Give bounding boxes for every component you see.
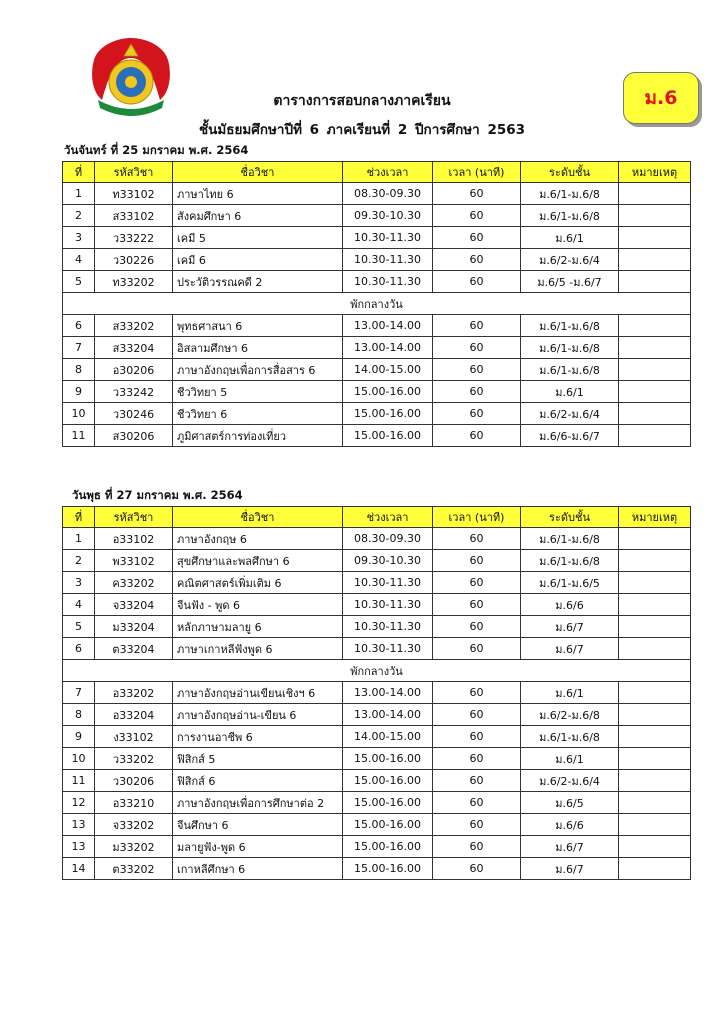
- subject-name: หลักภาษามลายู 6: [173, 616, 343, 638]
- remark: [619, 726, 691, 748]
- table-row: [63, 572, 691, 594]
- time-slot: 08.30-09.30: [343, 183, 433, 205]
- remark: [619, 638, 691, 660]
- page-subtitle: ชั้นมัธยมศึกษาปีที่ 6 ภาคเรียนที่ 2 ปีการศึกษา 2563: [198, 122, 526, 138]
- duration-minutes: 60: [433, 403, 521, 425]
- table-row: [63, 616, 691, 638]
- class-level: ม.6/1-ม.6/8: [521, 205, 619, 227]
- duration-minutes: 60: [433, 227, 521, 249]
- subject-name: สังคมศึกษา 6: [173, 205, 343, 227]
- time-slot: 13.00-14.00: [343, 337, 433, 359]
- duration-minutes: 60: [433, 858, 521, 880]
- subject-code: ม33204: [95, 616, 173, 638]
- lunch-break-label: พักกลางวัน: [63, 293, 691, 315]
- remark: [619, 814, 691, 836]
- table-header-row: [63, 162, 691, 183]
- subject-code: ส33102: [95, 205, 173, 227]
- class-level: ม.6/2-ม.6/8: [521, 704, 619, 726]
- class-level: ม.6/1-ม.6/5: [521, 572, 619, 594]
- class-level: ม.6/1-ม.6/8: [521, 315, 619, 337]
- subject-code: อ33204: [95, 704, 173, 726]
- class-level: ม.6/5: [521, 792, 619, 814]
- remark: [619, 359, 691, 381]
- row-number: 1: [63, 528, 95, 550]
- table-row: [63, 638, 691, 660]
- row-number: 4: [63, 594, 95, 616]
- class-level: ม.6/1-ม.6/8: [521, 550, 619, 572]
- class-level: ม.6/6-ม.6/7: [521, 425, 619, 447]
- time-slot: 13.00-14.00: [343, 704, 433, 726]
- day-title-2: วันพุธ ที่ 27 มกราคม พ.ศ. 2564: [72, 488, 243, 502]
- table-row: [63, 315, 691, 337]
- row-number: 13: [63, 814, 95, 836]
- subject-code: ว30226: [95, 249, 173, 271]
- row-number: 8: [63, 359, 95, 381]
- header-level: ระดับชั้น: [521, 507, 619, 528]
- subject-name: ชีววิทยา 6: [173, 403, 343, 425]
- time-slot: 10.30-11.30: [343, 572, 433, 594]
- duration-minutes: 60: [433, 528, 521, 550]
- duration-minutes: 60: [433, 359, 521, 381]
- time-slot: 10.30-11.30: [343, 616, 433, 638]
- header-note: หมายเหตุ: [619, 162, 691, 183]
- page-title: ตารางการสอบกลางภาคเรียน: [273, 93, 451, 109]
- class-level: ม.6/1: [521, 748, 619, 770]
- row-number: 3: [63, 572, 95, 594]
- row-number: 5: [63, 616, 95, 638]
- remark: [619, 792, 691, 814]
- table-row: [63, 792, 691, 814]
- duration-minutes: 60: [433, 748, 521, 770]
- table-row: [63, 550, 691, 572]
- subject-code: ต33204: [95, 638, 173, 660]
- row-number: 11: [63, 425, 95, 447]
- duration-minutes: 60: [433, 337, 521, 359]
- subject-code: จ33202: [95, 814, 173, 836]
- subject-name: อิสลามศึกษา 6: [173, 337, 343, 359]
- duration-minutes: 60: [433, 638, 521, 660]
- subject-name: พุทธศาสนา 6: [173, 315, 343, 337]
- time-slot: 15.00-16.00: [343, 858, 433, 880]
- subject-code: ส33202: [95, 315, 173, 337]
- row-number: 13: [63, 836, 95, 858]
- time-slot: 15.00-16.00: [343, 748, 433, 770]
- header-subject: ชื่อวิชา: [173, 507, 343, 528]
- subject-code: ว33222: [95, 227, 173, 249]
- time-slot: 15.00-16.00: [343, 792, 433, 814]
- table-row: [63, 227, 691, 249]
- subject-code: ต33202: [95, 858, 173, 880]
- subject-name: การงานอาชีพ 6: [173, 726, 343, 748]
- subject-code: อ30206: [95, 359, 173, 381]
- lunch-break-row: [63, 293, 691, 315]
- subject-name: ประวัติวรรณคดี 2: [173, 271, 343, 293]
- remark: [619, 836, 691, 858]
- remark: [619, 183, 691, 205]
- duration-minutes: 60: [433, 726, 521, 748]
- remark: [619, 205, 691, 227]
- time-slot: 13.00-14.00: [343, 315, 433, 337]
- subject-code: ม33202: [95, 836, 173, 858]
- remark: [619, 227, 691, 249]
- duration-minutes: 60: [433, 249, 521, 271]
- class-level: ม.6/7: [521, 616, 619, 638]
- lunch-break-label: พักกลางวัน: [63, 660, 691, 682]
- row-number: 14: [63, 858, 95, 880]
- class-level: ม.6/7: [521, 836, 619, 858]
- row-number: 8: [63, 704, 95, 726]
- time-slot: 15.00-16.00: [343, 836, 433, 858]
- table-row: [63, 381, 691, 403]
- header-code: รหัสวิชา: [95, 162, 173, 183]
- row-number: 7: [63, 337, 95, 359]
- subject-name: คณิตศาสตร์เพิ่มเติม 6: [173, 572, 343, 594]
- row-number: 12: [63, 792, 95, 814]
- table-row: [63, 249, 691, 271]
- row-number: 2: [63, 550, 95, 572]
- duration-minutes: 60: [433, 425, 521, 447]
- time-slot: 13.00-14.00: [343, 682, 433, 704]
- duration-minutes: 60: [433, 205, 521, 227]
- duration-minutes: 60: [433, 770, 521, 792]
- time-slot: 15.00-16.00: [343, 425, 433, 447]
- time-slot: 10.30-11.30: [343, 249, 433, 271]
- remark: [619, 271, 691, 293]
- time-slot: 15.00-16.00: [343, 403, 433, 425]
- subject-name: มลายูฟัง-พูด 6: [173, 836, 343, 858]
- duration-minutes: 60: [433, 271, 521, 293]
- row-number: 2: [63, 205, 95, 227]
- remark: [619, 616, 691, 638]
- time-slot: 15.00-16.00: [343, 381, 433, 403]
- row-number: 6: [63, 315, 95, 337]
- table-row: [63, 704, 691, 726]
- time-slot: 09.30-10.30: [343, 550, 433, 572]
- header-minutes: เวลา (นาที): [433, 162, 521, 183]
- class-level: ม.6/2-ม.6/4: [521, 249, 619, 271]
- subject-name: ฟิสิกส์ 6: [173, 770, 343, 792]
- remark: [619, 425, 691, 447]
- subject-code: ว30246: [95, 403, 173, 425]
- row-number: 5: [63, 271, 95, 293]
- subject-code: ง33102: [95, 726, 173, 748]
- duration-minutes: 60: [433, 381, 521, 403]
- duration-minutes: 60: [433, 814, 521, 836]
- subject-name: จีนศึกษา 6: [173, 814, 343, 836]
- duration-minutes: 60: [433, 572, 521, 594]
- table-row: [63, 403, 691, 425]
- grade-badge: ม.6: [623, 72, 699, 124]
- remark: [619, 682, 691, 704]
- class-level: ม.6/1-ม.6/8: [521, 726, 619, 748]
- table-row: [63, 337, 691, 359]
- class-level: ม.6/5 -ม.6/7: [521, 271, 619, 293]
- table-row: [63, 271, 691, 293]
- row-number: 7: [63, 682, 95, 704]
- subject-code: ท33202: [95, 271, 173, 293]
- subject-name: ภาษาอังกฤษเพื่อการศึกษาต่อ 2: [173, 792, 343, 814]
- class-level: ม.6/7: [521, 858, 619, 880]
- table-row: [63, 425, 691, 447]
- class-level: ม.6/1-ม.6/8: [521, 359, 619, 381]
- subject-name: เกาหลีศึกษา 6: [173, 858, 343, 880]
- table-row: [63, 183, 691, 205]
- table-row: [63, 770, 691, 792]
- table-row: [63, 858, 691, 880]
- subject-name: ภาษาเกาหลีฟังพูด 6: [173, 638, 343, 660]
- subject-code: ว33242: [95, 381, 173, 403]
- subject-code: ส30206: [95, 425, 173, 447]
- table-row: [63, 748, 691, 770]
- table-row: [63, 594, 691, 616]
- row-number: 9: [63, 726, 95, 748]
- class-level: ม.6/2-ม.6/4: [521, 770, 619, 792]
- duration-minutes: 60: [433, 616, 521, 638]
- duration-minutes: 60: [433, 550, 521, 572]
- row-number: 10: [63, 403, 95, 425]
- header-note: หมายเหตุ: [619, 507, 691, 528]
- row-number: 11: [63, 770, 95, 792]
- table-row: [63, 528, 691, 550]
- time-slot: 10.30-11.30: [343, 271, 433, 293]
- time-slot: 10.30-11.30: [343, 638, 433, 660]
- remark: [619, 748, 691, 770]
- time-slot: 10.30-11.30: [343, 227, 433, 249]
- row-number: 6: [63, 638, 95, 660]
- table-row: [63, 359, 691, 381]
- row-number: 10: [63, 748, 95, 770]
- table-row: [63, 726, 691, 748]
- duration-minutes: 60: [433, 792, 521, 814]
- time-slot: 08.30-09.30: [343, 528, 433, 550]
- subject-code: อ33102: [95, 528, 173, 550]
- remark: [619, 704, 691, 726]
- header-level: ระดับชั้น: [521, 162, 619, 183]
- duration-minutes: 60: [433, 315, 521, 337]
- subject-name: ภูมิศาสตร์การท่องเที่ยว: [173, 425, 343, 447]
- subject-name: ภาษาอังกฤษ 6: [173, 528, 343, 550]
- remark: [619, 403, 691, 425]
- class-level: ม.6/2-ม.6/4: [521, 403, 619, 425]
- class-level: ม.6/6: [521, 594, 619, 616]
- exam-table-day-2: [62, 506, 691, 880]
- subject-code: ว30206: [95, 770, 173, 792]
- table-row: [63, 205, 691, 227]
- subject-name: ฟิสิกส์ 5: [173, 748, 343, 770]
- day-title-1: วันจันทร์ ที่ 25 มกราคม พ.ศ. 2564: [64, 143, 249, 157]
- table-header-row: [63, 507, 691, 528]
- remark: [619, 381, 691, 403]
- subject-name: ภาษาอังกฤษเพื่อการสื่อสาร 6: [173, 359, 343, 381]
- subject-name: จีนฟัง - พูด 6: [173, 594, 343, 616]
- time-slot: 10.30-11.30: [343, 594, 433, 616]
- row-number: 9: [63, 381, 95, 403]
- header-minutes: เวลา (นาที): [433, 507, 521, 528]
- subject-name: สุขศึกษาและพลศึกษา 6: [173, 550, 343, 572]
- subject-code: ส33204: [95, 337, 173, 359]
- duration-minutes: 60: [433, 682, 521, 704]
- class-level: ม.6/1-ม.6/8: [521, 183, 619, 205]
- remark: [619, 315, 691, 337]
- subject-code: อ33210: [95, 792, 173, 814]
- row-number: 1: [63, 183, 95, 205]
- remark: [619, 594, 691, 616]
- subject-code: พ33102: [95, 550, 173, 572]
- subject-name: ภาษาอังกฤษอ่าน-เขียน 6: [173, 704, 343, 726]
- exam-table-day-1: [62, 161, 691, 447]
- remark: [619, 550, 691, 572]
- duration-minutes: 60: [433, 704, 521, 726]
- subject-code: จ33204: [95, 594, 173, 616]
- remark: [619, 572, 691, 594]
- subject-name: เคมี 5: [173, 227, 343, 249]
- header-no: ที่: [63, 162, 95, 183]
- header-time: ช่วงเวลา: [343, 162, 433, 183]
- class-level: ม.6/1: [521, 381, 619, 403]
- lunch-break-row: [63, 660, 691, 682]
- duration-minutes: 60: [433, 183, 521, 205]
- row-number: 4: [63, 249, 95, 271]
- header-subject: ชื่อวิชา: [173, 162, 343, 183]
- class-level: ม.6/1: [521, 682, 619, 704]
- class-level: ม.6/1-ม.6/8: [521, 337, 619, 359]
- time-slot: 09.30-10.30: [343, 205, 433, 227]
- class-level: ม.6/6: [521, 814, 619, 836]
- remark: [619, 528, 691, 550]
- class-level: ม.6/1-ม.6/8: [521, 528, 619, 550]
- subject-name: ภาษาไทย 6: [173, 183, 343, 205]
- subject-code: ค33202: [95, 572, 173, 594]
- remark: [619, 337, 691, 359]
- class-level: ม.6/7: [521, 638, 619, 660]
- subject-code: ท33102: [95, 183, 173, 205]
- time-slot: 14.00-15.00: [343, 726, 433, 748]
- duration-minutes: 60: [433, 836, 521, 858]
- subject-name: ชีววิทยา 5: [173, 381, 343, 403]
- table-row: [63, 836, 691, 858]
- time-slot: 14.00-15.00: [343, 359, 433, 381]
- row-number: 3: [63, 227, 95, 249]
- subject-name: ภาษาอังกฤษอ่านเขียนเชิงฯ 6: [173, 682, 343, 704]
- remark: [619, 770, 691, 792]
- remark: [619, 249, 691, 271]
- table-row: [63, 682, 691, 704]
- header-time: ช่วงเวลา: [343, 507, 433, 528]
- subject-name: เคมี 6: [173, 249, 343, 271]
- subject-code: อ33202: [95, 682, 173, 704]
- subject-code: ว33202: [95, 748, 173, 770]
- header-code: รหัสวิชา: [95, 507, 173, 528]
- duration-minutes: 60: [433, 594, 521, 616]
- time-slot: 15.00-16.00: [343, 770, 433, 792]
- class-level: ม.6/1: [521, 227, 619, 249]
- remark: [619, 858, 691, 880]
- table-row: [63, 814, 691, 836]
- time-slot: 15.00-16.00: [343, 814, 433, 836]
- header-no: ที่: [63, 507, 95, 528]
